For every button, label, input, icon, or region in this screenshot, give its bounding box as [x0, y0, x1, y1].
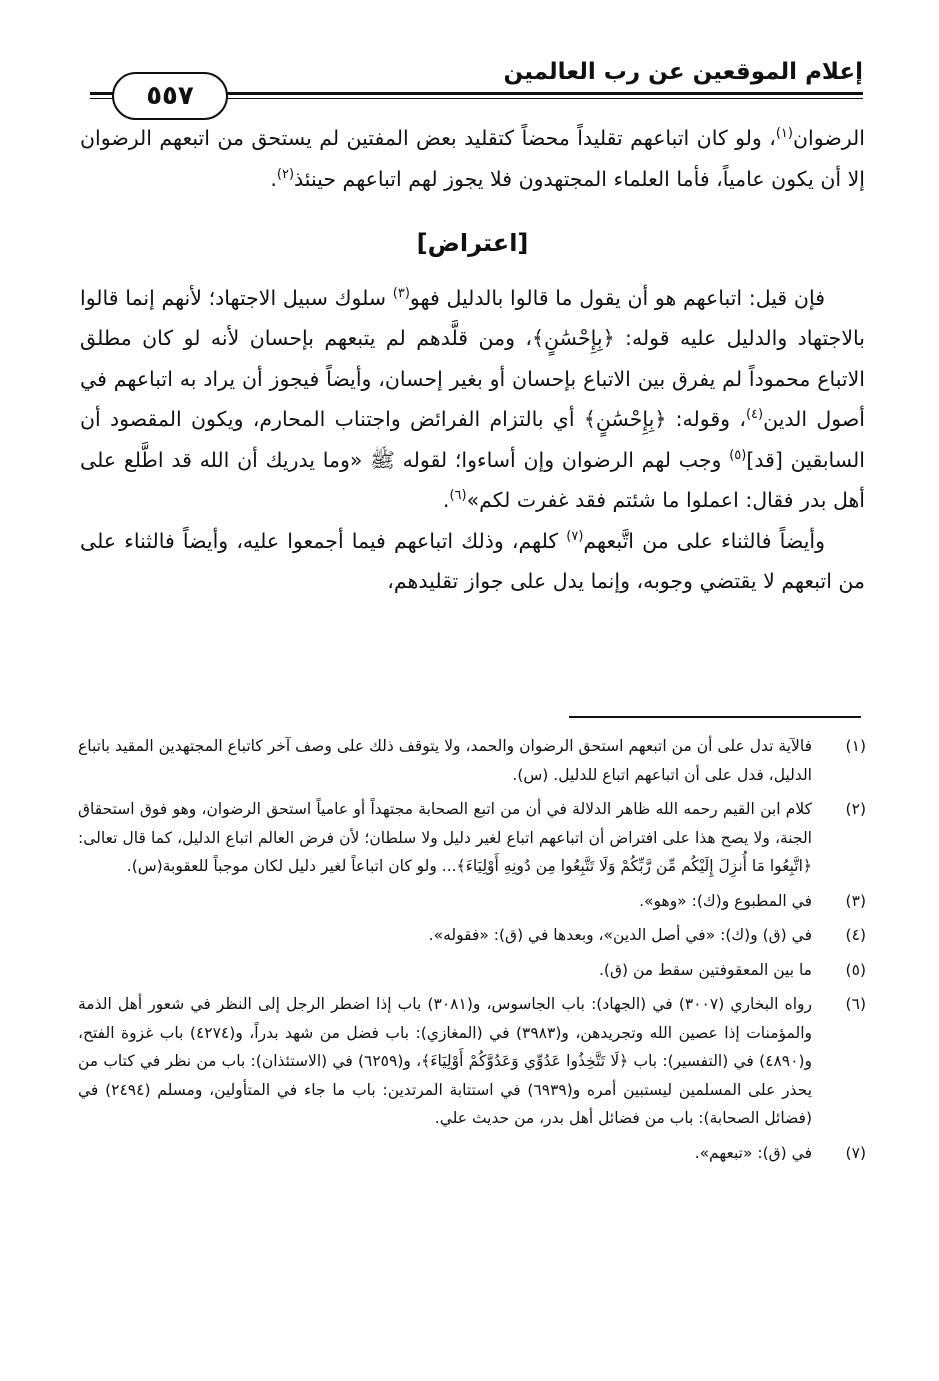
footnote: [78, 732, 866, 789]
footnote-number: (١): [845, 737, 866, 755]
footnote-number: (٧): [845, 1143, 866, 1162]
footnote: [78, 921, 866, 950]
text-run: .: [270, 166, 277, 191]
paragraph: [80, 278, 865, 521]
footnotes: [78, 732, 866, 1173]
footnote-text: في (ق) و(ك): «في أصل الدين»، وبعدها في (ق): «فقوله».: [428, 926, 812, 944]
footnote: [78, 795, 866, 881]
page-header: [90, 55, 863, 115]
footnote: [78, 887, 866, 916]
text-run: كلهم، وذلك اتباعهم فيما أجمعوا عليه، وأيضاً فالثناء على من اتبعهم لا يقتضي وجوبه، وإنما يدل على جواز تقليدهم،: [80, 528, 865, 593]
footnote-text: في (ق): «تبعهم».: [694, 1143, 812, 1162]
footnote-ref: (٦): [449, 488, 467, 504]
footnote: [78, 956, 866, 985]
footnote-number: (٢): [845, 800, 866, 818]
footnote-number: (٥): [845, 960, 866, 979]
footnote-number: (٤): [845, 926, 866, 944]
footnote-separator: [569, 716, 861, 718]
footnote-text: رواه البخاري (٣٠٠٧) في (الجهاد): باب الجاسوس، و(٣٠٨١) باب إذا اضطر الرجل إلى النظر في شعور أهل الذمة والمؤمنات إذا عصين الله وتجريدهن، و(٣٩٨٣) في (المغازي): باب فضل من شهد بدراً، و(٤٢٧٤) باب غزوة الفتح، و(٤٨٩٠) في (التفسير): باب ﴿لَا تَتَّخِذُوا عَدُوِّي وَعَدُوَّكُمْ أَوْلِيَاءَ﴾، و(٦٢٥٩) في (الاستئذان): باب من نظر في كتاب من يحذر على المسلمين ليستبين أمره و(٦٩٣٩) في استتابة المرتدين: باب ما جاء في المتأولين، ومسلم (٢٤٩٤) في (فضائل الصحابة): باب من فضائل أهل بدر، من حديث علي.: [78, 995, 813, 1127]
text-run: ، وقوله: ﴿بِإِحْسَٰنٍ﴾ أي بالتزام الفرائض واجتناب المحارم، ويكون المقصود أن السابقين [قد]: [80, 407, 865, 472]
footnote-text: كلام ابن القيم رحمه الله ظاهر الدلالة في أن من اتبع الصحابة مجتهداً أو عامياً استحق الرضوان، وهو فوق استحقاق الجنة، ولا يصح هذا على افتراض أن اتباعهم اتباع لغير دليل ولا سلطان؛ لأن فرض العالم اتباع الدليل، كما قال تعالى: ﴿اتَّبِعُوا مَا أُنزِلَ إِلَيْكُم مِّن رَّبِّكُمْ وَلَا تَتَّبِعُوا مِن دُونِهِ أَوْلِيَاءَ﴾... ولو كان اتباعاً لغير دليل لكان موجباً للعقوبة(س).: [78, 800, 812, 875]
footnote-ref: (٣): [392, 285, 410, 301]
main-text: [80, 118, 865, 602]
page-number: ٥٥٧: [112, 72, 228, 120]
footnote-number: (٣): [845, 891, 866, 910]
text-run: وجب لهم الرضوان وإن أساءوا؛ لقوله ﷺ «وما يدريك أن الله قد اطَّلع على أهل بدر فقال: اعملوا ما شئتم فقد غفرت لكم»: [80, 447, 865, 512]
paragraph: [80, 521, 865, 602]
footnote-ref: (٥): [729, 447, 747, 463]
footnote-text: في المطبوع و(ك): «وهو».: [639, 891, 812, 910]
text-run: سلوك سبيل الاجتهاد؛ لأنهم إنما قالوا بالاجتهاد والدليل عليه قوله: ﴿بِإِحْسَٰنٍ﴾، ومن قلَّدهم لم يتبعهم بإحسان لأنه لو كان مطلق الاتباع محموداً لم يفرق بين الاتباع بإحسان أو بغير إحسان، وأيضاً فيجوز أن يراد به اتباعهم في أصول الدين: [80, 285, 865, 431]
paragraph: [80, 118, 865, 199]
footnote: [78, 1139, 866, 1168]
footnote-number: (٦): [845, 995, 866, 1013]
text-run: فإن قيل: اتباعهم هو أن يقول ما قالوا بالدليل فهو: [409, 285, 826, 310]
section-heading: [اعتراض]: [416, 229, 529, 257]
footnote-ref: (١): [775, 126, 793, 142]
footnote-ref: (٧): [566, 528, 584, 544]
text-run: ، ولو كان اتباعهم تقليداً محضاً كتقليد بعض المفتين لم يستحق من اتبعهم الرضوان إلا أن يكون عامياً، فأما العلماء المجتهدون فلا يجوز لهم اتباعهم حينئذ: [80, 126, 865, 191]
text-run: الرضوان: [792, 126, 865, 150]
text-run: .: [442, 488, 450, 512]
footnote: [78, 990, 866, 1133]
footnote-text: ما بين المعقوفتين سقط من (ق).: [598, 960, 812, 979]
running-title: إعلام الموقعين عن رب العالمين: [503, 59, 863, 85]
text-run: وأيضاً فالثناء على من اتَّبعهم: [583, 528, 825, 553]
footnote-text: فالآية تدل على أن من اتبعهم استحق الرضوان والحمد، ولا يتوقف ذلك على وصف آخر كاتباع المجتهدين المقيد باتباع الدليل، فدل على أن اتباعهم اتباع للدليل. (س).: [78, 737, 812, 784]
footnote-ref: (٤): [745, 407, 764, 423]
footnote-ref: (٢): [276, 166, 295, 182]
